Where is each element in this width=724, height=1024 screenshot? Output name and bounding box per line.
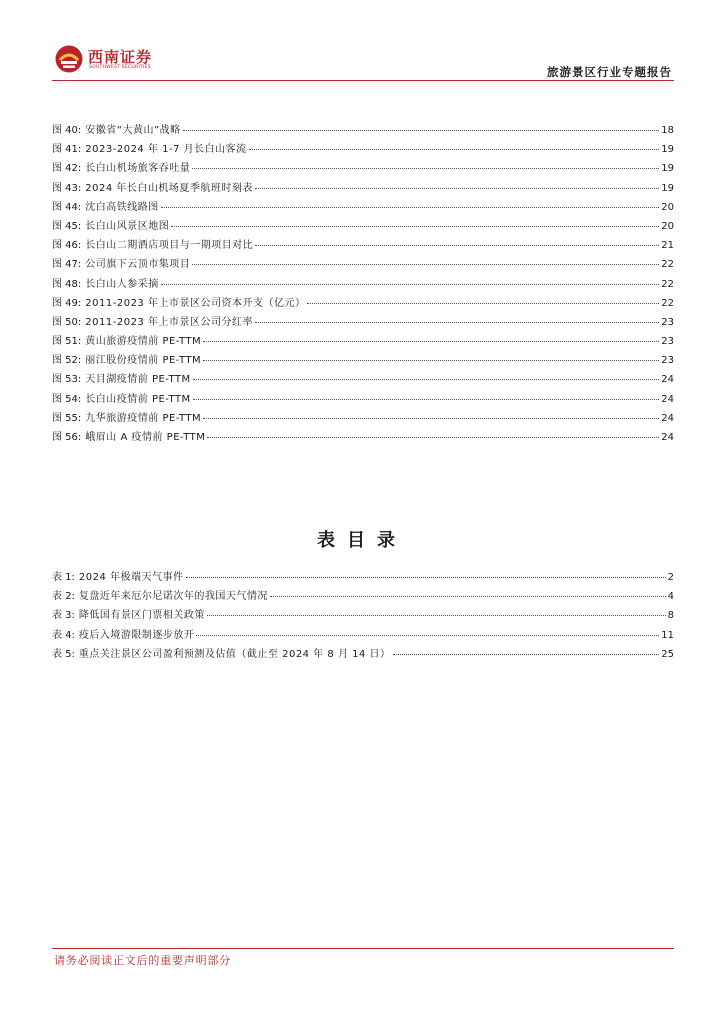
toc-leader-dots [207, 615, 666, 616]
toc-leader-dots [161, 207, 659, 208]
toc-entry-number: 图 56: [52, 432, 82, 443]
toc-leader-dots [255, 188, 659, 189]
toc-entry-title[interactable]: 峨眉山 A 疫情前 PE-TTM [85, 432, 206, 443]
toc-page-number[interactable]: 23 [661, 316, 674, 328]
figure-index-entry[interactable] [52, 275, 674, 294]
toc-page-number[interactable]: 18 [661, 125, 674, 136]
toc-page-number[interactable]: 22 [661, 259, 674, 271]
figure-index-entry[interactable] [52, 255, 674, 274]
toc-entry-title[interactable]: 疫后入境游限制逐步放开 [78, 629, 195, 641]
toc-leader-dots [270, 596, 666, 597]
toc-entry-title[interactable]: 沈白高铁线路图 [85, 201, 159, 213]
toc-entry-number: 图 52: [52, 355, 82, 367]
footer-divider [52, 948, 674, 949]
toc-entry-title[interactable]: 2023-2024 年 1-7 月长白山客流 [85, 144, 247, 156]
toc-leader-dots [203, 360, 659, 361]
table-index-entry[interactable] [52, 568, 674, 587]
figure-index-entry[interactable] [52, 370, 674, 389]
table-index-list [52, 568, 674, 664]
figure-index-entry[interactable] [52, 198, 674, 217]
toc-leader-dots [183, 130, 660, 131]
report-title: 旅游景区行业专题报告 [547, 65, 672, 79]
toc-entry-title[interactable]: 重点关注景区公司盈利预测及估值（截止至 2024 年 8 月 14 日） [78, 648, 391, 660]
toc-page-number[interactable]: 22 [661, 297, 674, 309]
table-index-entry[interactable] [52, 587, 674, 606]
toc-entry-title[interactable]: 2024 年长白山机场夏季航班时刻表 [85, 182, 253, 194]
toc-leader-dots [255, 245, 659, 246]
toc-entry-title[interactable]: 复盘近年来厄尔尼诺次年的我国天气情况 [78, 591, 268, 603]
toc-entry-number: 图 55: [52, 412, 82, 424]
toc-entry-title[interactable]: 长白山人参采摘 [85, 278, 159, 290]
toc-page-number[interactable]: 24 [661, 374, 674, 386]
header-divider [52, 80, 674, 81]
toc-leader-dots [307, 303, 659, 304]
toc-leader-dots [171, 226, 659, 227]
figure-index-entry[interactable] [52, 428, 674, 447]
figure-index-entry[interactable] [52, 140, 674, 159]
toc-page-number[interactable]: 11 [661, 629, 674, 641]
figure-index-entry[interactable] [52, 121, 674, 140]
figure-index-entry[interactable] [52, 217, 674, 236]
toc-entry-title[interactable]: 长白山二期酒店项目与一期项目对比 [85, 240, 254, 252]
toc-entry-number: 表 3: [52, 610, 75, 622]
toc-page-number[interactable]: 8 [667, 610, 674, 622]
table-index-entry[interactable] [52, 606, 674, 625]
toc-entry-number: 图 43: [52, 182, 82, 194]
toc-entry-number: 表 2: [52, 591, 75, 603]
figure-index-list [52, 121, 674, 447]
toc-page-number[interactable]: 19 [661, 182, 674, 194]
toc-entry-title[interactable]: 天目湖疫情前 PE-TTM [85, 374, 191, 386]
toc-entry-number: 图 54: [52, 393, 82, 405]
toc-entry-number: 表 4: [52, 629, 75, 641]
toc-leader-dots [207, 437, 659, 438]
toc-page-number[interactable]: 20 [661, 201, 674, 213]
toc-page-number[interactable]: 19 [661, 144, 674, 156]
toc-leader-dots [186, 577, 666, 578]
toc-entry-number: 图 46: [52, 240, 82, 252]
table-index-heading: 表目录 [317, 530, 407, 551]
toc-leader-dots [192, 264, 659, 265]
table-index-entry[interactable] [52, 645, 674, 664]
toc-page-number[interactable]: 19 [661, 163, 674, 175]
toc-entry-number: 图 45: [52, 220, 82, 232]
toc-entry-title[interactable]: 2011-2023 年上市景区公司资本开支（亿元） [85, 297, 306, 309]
toc-leader-dots [196, 635, 659, 636]
logo-english-name: SOUTHWEST SECURITIES [89, 65, 151, 70]
figure-index-entry[interactable] [52, 313, 674, 332]
toc-page-number[interactable]: 23 [661, 336, 674, 348]
footer-disclaimer: 请务必阅读正文后的重要声明部分 [54, 954, 231, 967]
toc-entry-title[interactable]: 降低国有景区门票相关政策 [78, 610, 205, 622]
toc-entry-number: 图 44: [52, 201, 82, 213]
figure-index-entry[interactable] [52, 179, 674, 198]
figure-index-entry[interactable] [52, 390, 674, 409]
toc-entry-number: 图 51: [52, 336, 82, 348]
toc-entry-title[interactable]: 2024 年极端天气事件 [78, 572, 184, 583]
toc-page-number[interactable]: 22 [661, 278, 674, 290]
toc-entry-title[interactable]: 长白山风景区地图 [85, 220, 170, 232]
toc-entry-title[interactable]: 长白山疫情前 PE-TTM [85, 393, 191, 405]
toc-leader-dots [193, 379, 660, 380]
toc-entry-number: 图 50: [52, 316, 82, 328]
toc-entry-title[interactable]: 2011-2023 年上市景区公司分红率 [85, 316, 253, 328]
toc-page-number[interactable]: 2 [667, 572, 674, 583]
toc-leader-dots [161, 284, 659, 285]
toc-entry-title[interactable]: 九华旅游疫情前 PE-TTM [85, 412, 202, 424]
figure-index-entry[interactable] [52, 332, 674, 351]
toc-page-number[interactable]: 24 [661, 393, 674, 405]
figure-index-entry[interactable] [52, 294, 674, 313]
toc-leader-dots [249, 149, 660, 150]
toc-entry-number: 图 40: [52, 125, 82, 136]
toc-entry-number: 表 5: [52, 648, 75, 660]
table-index-entry[interactable] [52, 626, 674, 645]
toc-entry-number: 图 48: [52, 278, 82, 290]
toc-entry-title[interactable]: 公司旗下云顶市集项目 [85, 259, 191, 271]
toc-leader-dots [255, 322, 659, 323]
toc-entry-number: 图 49: [52, 297, 82, 309]
toc-page-number[interactable]: 25 [661, 648, 674, 660]
figure-index-entry[interactable] [52, 236, 674, 255]
toc-leader-dots [393, 654, 660, 655]
toc-leader-dots [203, 341, 659, 342]
toc-entry-number: 图 53: [52, 374, 82, 386]
toc-entry-title[interactable]: 黄山旅游疫情前 PE-TTM [85, 336, 202, 348]
toc-page-number[interactable]: 20 [661, 220, 674, 232]
toc-leader-dots [193, 399, 660, 400]
toc-entry-number: 图 42: [52, 163, 82, 175]
toc-page-number[interactable]: 21 [661, 240, 674, 252]
toc-page-number[interactable]: 24 [661, 412, 674, 424]
figure-index-entry[interactable] [52, 159, 674, 178]
toc-leader-dots [203, 418, 659, 419]
figure-index-entry[interactable] [52, 409, 674, 428]
toc-entry-title[interactable]: 长白山机场旅客吞吐量 [85, 163, 191, 175]
figure-index-entry[interactable] [52, 351, 674, 370]
toc-entry-number: 图 47: [52, 259, 82, 271]
logo-chinese-name: 西南证券 [88, 48, 153, 66]
toc-page-number[interactable]: 23 [661, 355, 674, 367]
company-logo-mark-icon [54, 44, 84, 74]
toc-page-number[interactable]: 4 [667, 591, 674, 603]
toc-entry-title[interactable]: 丽江股份疫情前 PE-TTM [85, 355, 202, 367]
toc-entry-number: 表 1: [52, 572, 75, 583]
page-header [0, 0, 724, 82]
toc-leader-dots [192, 168, 659, 169]
toc-entry-title[interactable]: 安徽省“大黄山”战略 [85, 125, 181, 136]
toc-page-number[interactable]: 24 [661, 432, 674, 443]
toc-entry-number: 图 41: [52, 144, 82, 156]
